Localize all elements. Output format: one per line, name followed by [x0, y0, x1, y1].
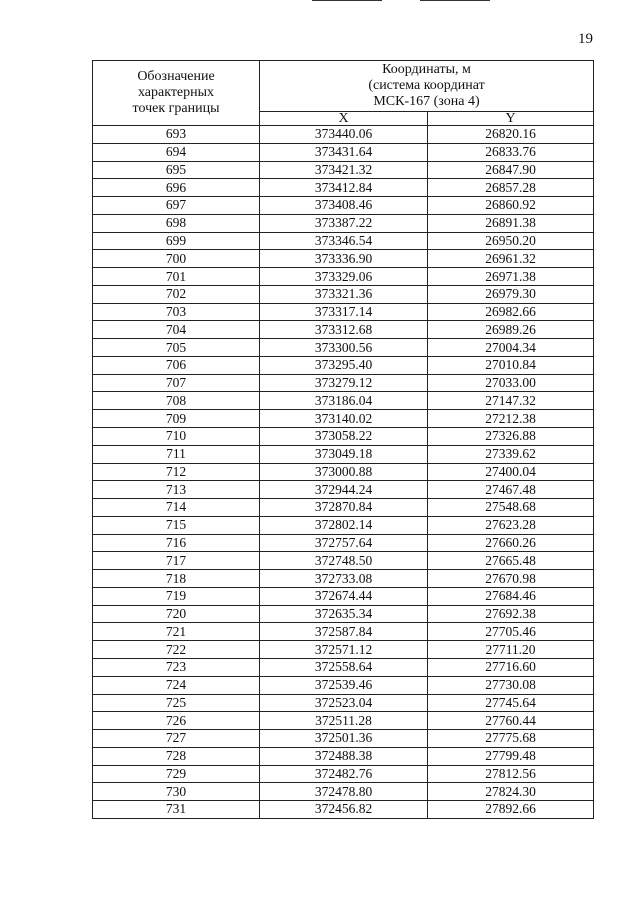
x-coordinate-cell: 372456.82 [260, 801, 428, 819]
y-coordinate-cell: 27711.20 [428, 641, 594, 659]
x-coordinate-cell: 373000.88 [260, 463, 428, 481]
x-coordinate-cell: 372558.64 [260, 658, 428, 676]
point-id-cell: 710 [93, 428, 260, 446]
x-coordinate-cell: 373295.40 [260, 356, 428, 374]
table-row [93, 676, 594, 694]
point-id-cell: 697 [93, 197, 260, 215]
x-coordinate-cell: 372539.46 [260, 676, 428, 694]
y-coordinate-cell: 26971.38 [428, 268, 594, 286]
coords-header-line-2: (система координат [368, 77, 485, 93]
point-header-line-2: характерных [137, 85, 215, 100]
top-rule-right [420, 0, 490, 1]
y-coordinate-cell: 26982.66 [428, 303, 594, 321]
y-coordinate-cell: 27730.08 [428, 676, 594, 694]
y-column-header: Y [428, 111, 594, 125]
point-id-cell: 731 [93, 801, 260, 819]
y-coordinate-cell: 27760.44 [428, 712, 594, 730]
x-coordinate-cell: 372587.84 [260, 623, 428, 641]
y-coordinate-cell: 27684.46 [428, 587, 594, 605]
x-coordinate-cell: 372733.08 [260, 570, 428, 588]
table-row [93, 410, 594, 428]
point-id-cell: 693 [93, 126, 260, 144]
x-column-header: X [260, 111, 428, 125]
point-id-cell: 699 [93, 232, 260, 250]
y-coordinate-cell: 27812.56 [428, 765, 594, 783]
point-column-header [93, 61, 260, 126]
point-id-cell: 725 [93, 694, 260, 712]
x-coordinate-cell: 372674.44 [260, 587, 428, 605]
x-coordinate-cell: 372748.50 [260, 552, 428, 570]
table-row [93, 658, 594, 676]
point-id-cell: 700 [93, 250, 260, 268]
y-coordinate-cell: 27665.48 [428, 552, 594, 570]
point-id-cell: 730 [93, 783, 260, 801]
point-id-cell: 719 [93, 587, 260, 605]
point-id-cell: 717 [93, 552, 260, 570]
point-id-cell: 708 [93, 392, 260, 410]
table-row [93, 463, 594, 481]
x-coordinate-cell: 373312.68 [260, 321, 428, 339]
point-id-cell: 720 [93, 605, 260, 623]
point-id-cell: 722 [93, 641, 260, 659]
y-coordinate-cell: 27147.32 [428, 392, 594, 410]
table-row [93, 197, 594, 215]
table-row [93, 214, 594, 232]
coords-header-line-1: Координаты, м [382, 61, 471, 77]
y-coordinate-cell: 26820.16 [428, 126, 594, 144]
point-id-cell: 707 [93, 374, 260, 392]
x-coordinate-cell: 372757.64 [260, 534, 428, 552]
y-coordinate-cell: 27745.64 [428, 694, 594, 712]
point-id-cell: 703 [93, 303, 260, 321]
x-coordinate-cell: 373336.90 [260, 250, 428, 268]
point-id-cell: 713 [93, 481, 260, 499]
table-row [93, 321, 594, 339]
point-id-cell: 715 [93, 516, 260, 534]
y-coordinate-cell: 27467.48 [428, 481, 594, 499]
x-coordinate-cell: 372501.36 [260, 730, 428, 748]
x-coordinate-cell: 372523.04 [260, 694, 428, 712]
table-body [93, 126, 594, 819]
y-coordinate-cell: 26860.92 [428, 197, 594, 215]
table-row [93, 694, 594, 712]
point-id-cell: 714 [93, 499, 260, 517]
point-id-cell: 695 [93, 161, 260, 179]
x-coordinate-cell: 373140.02 [260, 410, 428, 428]
y-coordinate-cell: 27775.68 [428, 730, 594, 748]
x-coordinate-cell: 373049.18 [260, 445, 428, 463]
table-row [93, 730, 594, 748]
x-coordinate-cell: 372511.28 [260, 712, 428, 730]
point-id-cell: 723 [93, 658, 260, 676]
top-rule-left [312, 0, 382, 1]
y-coordinate-cell: 27033.00 [428, 374, 594, 392]
table-row [93, 534, 594, 552]
point-id-cell: 718 [93, 570, 260, 588]
x-coordinate-cell: 373279.12 [260, 374, 428, 392]
y-coordinate-cell: 27716.60 [428, 658, 594, 676]
point-id-cell: 716 [93, 534, 260, 552]
y-coordinate-cell: 27692.38 [428, 605, 594, 623]
table-row [93, 374, 594, 392]
x-coordinate-cell: 373431.64 [260, 143, 428, 161]
table-row [93, 161, 594, 179]
x-coordinate-cell: 373421.32 [260, 161, 428, 179]
table-row [93, 232, 594, 250]
point-id-cell: 694 [93, 143, 260, 161]
table-row [93, 143, 594, 161]
x-coordinate-cell: 372870.84 [260, 499, 428, 517]
table-row [93, 339, 594, 357]
x-coordinate-cell: 372482.76 [260, 765, 428, 783]
x-coordinate-cell: 372635.34 [260, 605, 428, 623]
y-coordinate-cell: 27824.30 [428, 783, 594, 801]
table-row [93, 481, 594, 499]
coordinates-table [92, 60, 594, 819]
table-row [93, 285, 594, 303]
x-coordinate-cell: 373387.22 [260, 214, 428, 232]
y-coordinate-cell: 27892.66 [428, 801, 594, 819]
y-coordinate-cell: 26979.30 [428, 285, 594, 303]
table-row [93, 765, 594, 783]
y-coordinate-cell: 27660.26 [428, 534, 594, 552]
table-row [93, 516, 594, 534]
y-coordinate-cell: 26833.76 [428, 143, 594, 161]
point-id-cell: 709 [93, 410, 260, 428]
x-coordinate-cell: 372478.80 [260, 783, 428, 801]
x-coordinate-cell: 373408.46 [260, 197, 428, 215]
point-id-cell: 721 [93, 623, 260, 641]
x-coordinate-cell: 372802.14 [260, 516, 428, 534]
table-row [93, 250, 594, 268]
point-id-cell: 729 [93, 765, 260, 783]
point-id-cell: 711 [93, 445, 260, 463]
y-coordinate-cell: 27400.04 [428, 463, 594, 481]
y-coordinate-cell: 26847.90 [428, 161, 594, 179]
point-id-cell: 727 [93, 730, 260, 748]
table-row [93, 587, 594, 605]
table-row [93, 445, 594, 463]
table-row [93, 179, 594, 197]
y-coordinate-cell: 27623.28 [428, 516, 594, 534]
point-header-line-1: Обозначение [137, 69, 215, 84]
table-row [93, 623, 594, 641]
point-id-cell: 702 [93, 285, 260, 303]
x-coordinate-cell: 373058.22 [260, 428, 428, 446]
point-id-cell: 698 [93, 214, 260, 232]
point-id-cell: 705 [93, 339, 260, 357]
point-id-cell: 704 [93, 321, 260, 339]
table-row [93, 641, 594, 659]
y-coordinate-cell: 27799.48 [428, 747, 594, 765]
coords-header-line-3: МСК-167 (зона 4) [373, 93, 480, 109]
table-row [93, 428, 594, 446]
table-row [93, 712, 594, 730]
table-row [93, 499, 594, 517]
y-coordinate-cell: 27212.38 [428, 410, 594, 428]
x-coordinate-cell: 373412.84 [260, 179, 428, 197]
x-coordinate-cell: 372571.12 [260, 641, 428, 659]
x-coordinate-cell: 373321.36 [260, 285, 428, 303]
table-row [93, 356, 594, 374]
table-row [93, 268, 594, 286]
point-id-cell: 701 [93, 268, 260, 286]
y-coordinate-cell: 27010.84 [428, 356, 594, 374]
page-number: 19 [578, 31, 593, 47]
y-coordinate-cell: 26891.38 [428, 214, 594, 232]
point-header-line-3: точек границы [132, 101, 220, 116]
point-id-cell: 728 [93, 747, 260, 765]
y-coordinate-cell: 27339.62 [428, 445, 594, 463]
table-row [93, 126, 594, 144]
y-coordinate-cell: 27326.88 [428, 428, 594, 446]
x-coordinate-cell: 373186.04 [260, 392, 428, 410]
table-row [93, 552, 594, 570]
y-coordinate-cell: 27548.68 [428, 499, 594, 517]
table-row [93, 605, 594, 623]
y-coordinate-cell: 27705.46 [428, 623, 594, 641]
table-row [93, 747, 594, 765]
point-id-cell: 724 [93, 676, 260, 694]
header-row-main [93, 61, 594, 112]
point-id-cell: 726 [93, 712, 260, 730]
y-coordinate-cell: 26961.32 [428, 250, 594, 268]
y-coordinate-cell: 26950.20 [428, 232, 594, 250]
point-id-cell: 712 [93, 463, 260, 481]
table-row [93, 570, 594, 588]
x-coordinate-cell: 372944.24 [260, 481, 428, 499]
table-row [93, 783, 594, 801]
y-coordinate-cell: 26857.28 [428, 179, 594, 197]
table-row [93, 392, 594, 410]
x-coordinate-cell: 373317.14 [260, 303, 428, 321]
x-coordinate-cell: 373440.06 [260, 126, 428, 144]
y-coordinate-cell: 26989.26 [428, 321, 594, 339]
table-row [93, 801, 594, 819]
coordinates-column-header [260, 61, 594, 112]
x-coordinate-cell: 373329.06 [260, 268, 428, 286]
point-id-cell: 706 [93, 356, 260, 374]
x-coordinate-cell: 372488.38 [260, 747, 428, 765]
table-row [93, 303, 594, 321]
x-coordinate-cell: 373346.54 [260, 232, 428, 250]
y-coordinate-cell: 27670.98 [428, 570, 594, 588]
point-id-cell: 696 [93, 179, 260, 197]
y-coordinate-cell: 27004.34 [428, 339, 594, 357]
x-coordinate-cell: 373300.56 [260, 339, 428, 357]
